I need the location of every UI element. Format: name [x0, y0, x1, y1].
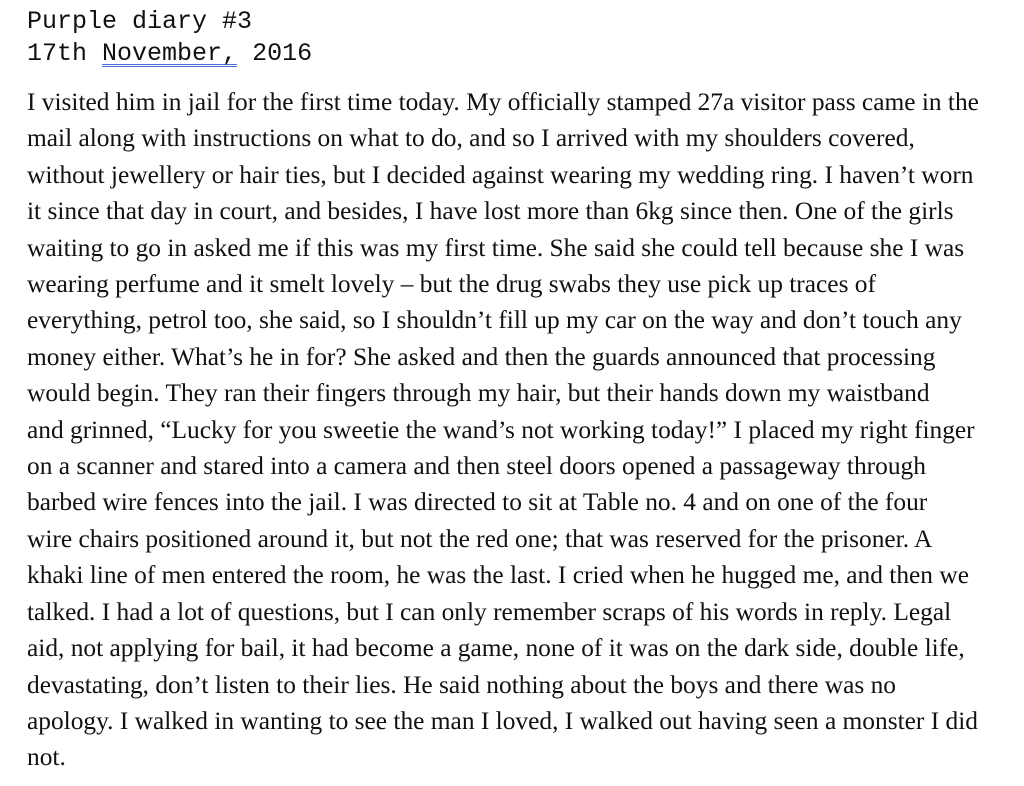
body-line: and grinned, “Lucky for you sweetie the wand’s not working today!” I placed my right finger	[27, 415, 975, 444]
body-line: without jewellery or hair ties, but I decided against wearing my wedding ring. I haven’t worn	[27, 160, 974, 189]
body-line: devastating, don’t listen to their lies. He said nothing about the boys and there was no	[27, 670, 896, 699]
body-line: wearing perfume and it smelt lovely – but the drug swabs they use pick up traces of	[27, 270, 876, 299]
diary-title: Purple diary #3	[27, 7, 253, 36]
body-line: barbed wire fences into the jail. I was directed to sit at Table no. 4 and on one of the four	[27, 488, 928, 517]
body-line: would begin. They ran their fingers through my hair, but their hands down my waistband	[27, 379, 930, 408]
body-line: talked. I had a lot of questions, but I can only remember scraps of his words in reply. Legal	[27, 597, 952, 626]
diary-date	[27, 38, 999, 70]
body-line: khaki line of men entered the room, he was the last. I cried when he hugged me, and then we	[27, 561, 969, 590]
body-line: not.	[27, 743, 66, 772]
body-line: aid, not applying for bail, it had become a game, none of it was on the dark side, double life,	[27, 634, 965, 663]
body-line: I visited him in jail for the first time today. My officially stamped 27a visitor pass came in the	[27, 88, 979, 116]
body-line: mail along with instructions on what to do, and so I arrived with my shoulders covered,	[27, 124, 915, 153]
date-month-spellcheck-marked[interactable]: November,	[102, 39, 238, 68]
date-day: 17th	[27, 39, 88, 68]
diary-entry-body[interactable]	[27, 84, 999, 776]
body-line: everything, petrol too, she said, so I shouldn’t fill up my car on the way and don’t touch any	[27, 306, 962, 335]
body-line: on a scanner and stared into a camera and then steel doors opened a passageway through	[27, 452, 926, 481]
date-year: 2016	[252, 39, 313, 68]
body-line: apology. I walked in wanting to see the man I loved, I walked out having seen a monster I did	[27, 706, 978, 735]
document-page	[27, 6, 999, 776]
body-line: money either. What’s he in for? She asked and then the guards announced that processing	[27, 342, 936, 371]
body-line: waiting to go in asked me if this was my first time. She said she could tell because she I was	[27, 233, 965, 262]
body-line: it since that day in court, and besides, I have lost more than 6kg since then. One of the girls	[27, 197, 954, 226]
body-line: wire chairs positioned around it, but not the red one; that was reserved for the prisoner. A	[27, 524, 933, 553]
